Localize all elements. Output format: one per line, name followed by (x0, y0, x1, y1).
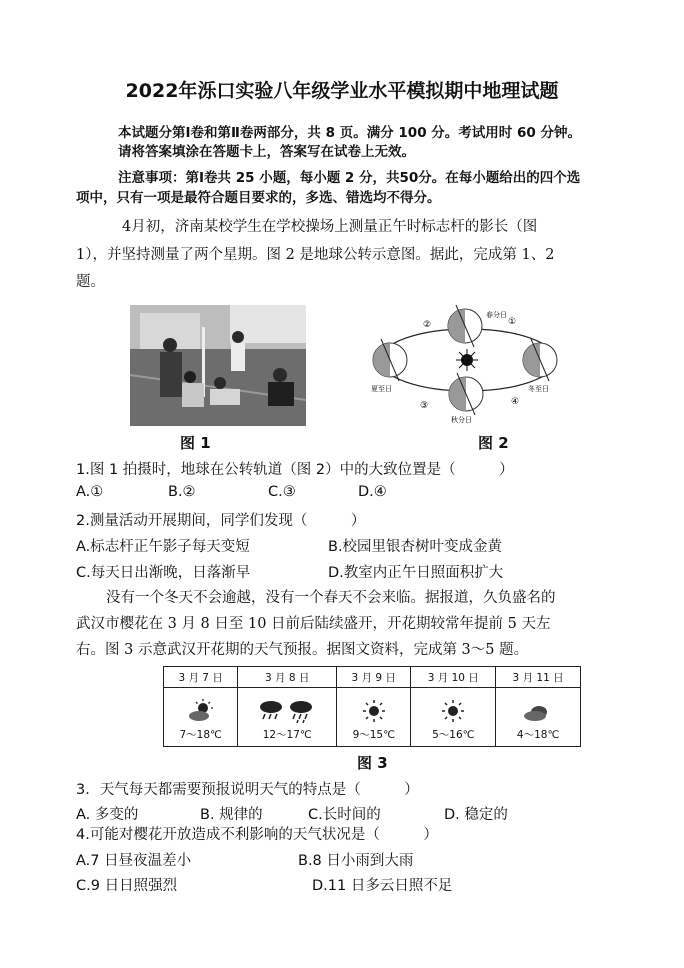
q3-option-d: D. 稳定的 (444, 807, 508, 823)
figure1-photo (130, 305, 306, 426)
marker-1: ② (423, 320, 432, 330)
q4-option-b: B.8 日小雨到大雨 (298, 853, 414, 869)
earth-spring-equinox (448, 305, 482, 347)
passage1-line-1: 4月初，济南某校学生在学校操场上测量正午时标志杆的影长（图 (122, 219, 538, 235)
q2-stem: 2.测量活动开展期间，同学们发现（ ） (76, 513, 366, 529)
label-summer-solstice: 夏至日 (371, 385, 392, 393)
passage2-line-3: 右。图 3 示意武汉开花期的天气预报。据图文资料，完成第 3～5 题。 (76, 642, 529, 658)
weather-temp: 12～17℃ (262, 729, 312, 741)
cloud-icon (523, 703, 553, 723)
weather-date: 3 月 7 日 (164, 667, 238, 688)
q2-option-d: D.教室内正午日照面积扩大 (328, 565, 504, 581)
q2-option-c: C.每天日出渐晚，日落渐早 (76, 565, 251, 581)
weather-temp: 7～18℃ (179, 729, 222, 741)
label-autumn-equinox: 秋分日 (451, 416, 472, 424)
weather-date: 3 月 10 日 (411, 667, 496, 688)
weather-date: 3 月 8 日 (238, 667, 337, 688)
earth-autumn-equinox (449, 373, 483, 415)
passage1-line-2: 1），并坚持测量了两个星期。图 2 是地球公转示意图。据此，完成第 1、2 (76, 247, 555, 263)
sun-icon (361, 699, 387, 723)
intro-line-2: 请将答案填涂在答题卡上，答案写在试卷上无效。 (118, 144, 415, 160)
page-title: 2022年泺口实验八年级学业水平模拟期中地理试题 (125, 80, 559, 102)
q1-option-a: A.① (76, 484, 104, 500)
weather-forecast-table (163, 666, 581, 747)
q4-stem: 4.可能对樱花开放造成不利影响的天气状况是（ ） (76, 827, 438, 843)
q2-option-b: B.校园里银杏树叶变成金黄 (328, 539, 503, 555)
q1-stem: 1.图 1 拍摄时，地球在公转轨道（图 2）中的大致位置是（ ） (76, 462, 514, 478)
marker-2: ① (508, 317, 517, 327)
weather-cell (496, 688, 581, 747)
intro-line-1: 本试题分第Ⅰ卷和第Ⅱ卷两部分，共 8 页。满分 100 分。考试用时 60 分钟。 (118, 125, 581, 141)
weather-date: 3 月 9 日 (337, 667, 411, 688)
q1-option-c: C.③ (268, 484, 296, 500)
q4-option-a: A.7 日昼夜温差小 (76, 853, 192, 869)
weather-cell (411, 688, 496, 747)
passage2-line-1: 没有一个冬天不会逾越，没有一个春天不会来临。据报道，久负盛名的 (106, 590, 556, 606)
figure2-label: 图 2 (478, 434, 509, 452)
q1-option-b: B.② (168, 484, 196, 500)
q3-stem: 3．天气每天都需要预报说明天气的特点是（ ） (76, 782, 419, 798)
sun-cloud-icon (186, 699, 216, 723)
weather-cell (337, 688, 411, 747)
passage2-line-2: 武汉市樱花在 3 月 8 日至 10 日前后陆续盛开，开花期较常年提前 5 天左 (76, 616, 551, 632)
marker-4: ④ (511, 397, 520, 407)
label-winter-solstice: 冬至日 (528, 385, 549, 393)
figure3-label: 图 3 (357, 754, 388, 772)
q1-option-d: D.④ (358, 484, 387, 500)
rain-clouds-icon (257, 699, 317, 723)
figure1-label: 图 1 (180, 434, 211, 452)
figure2-orbit-diagram (368, 302, 568, 432)
q4-option-d: D.11 日多云日照不足 (312, 878, 453, 894)
marker-3: ③ (420, 401, 429, 411)
q3-option-c: C.长时间的 (308, 807, 381, 823)
weather-cell (238, 688, 337, 747)
q3-option-b: B. 规律的 (200, 807, 263, 823)
label-spring-equinox: 春分日 (486, 311, 507, 319)
sun-icon (440, 699, 466, 723)
earth-winter-solstice (523, 339, 557, 381)
passage1-line-3: 题。 (76, 274, 105, 290)
weather-temp: 4～18℃ (516, 729, 560, 741)
weather-date: 3 月 11 日 (496, 667, 581, 688)
weather-temp: 5～16℃ (432, 729, 475, 741)
q3-option-a: A. 多变的 (76, 807, 139, 823)
notice-line-2: 项中，只有一项是最符合题目要求的，多选、错选均不得分。 (76, 190, 441, 206)
weather-cell (164, 688, 238, 747)
q2-option-a: A.标志杆正午影子每天变短 (76, 539, 250, 555)
q4-option-c: C.9 日日照强烈 (76, 878, 178, 894)
weather-temp: 9～15℃ (352, 729, 395, 741)
notice-line-1: 注意事项：第Ⅰ卷共 25 小题，每小题 2 分，共50分。在每小题给出的四个选 (118, 170, 581, 186)
earth-summer-solstice (373, 339, 407, 381)
